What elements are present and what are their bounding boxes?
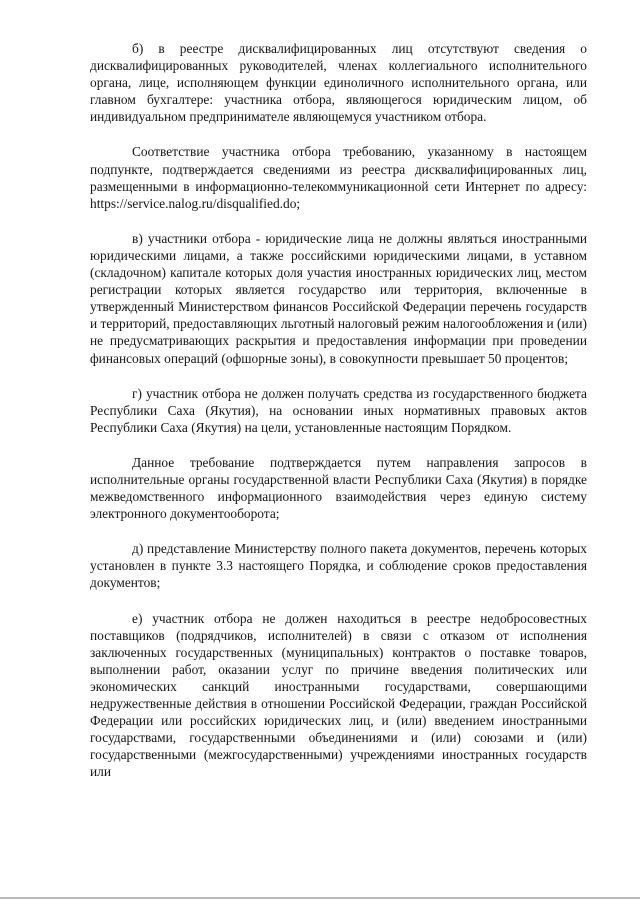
- page-bottom-edge: [0, 897, 640, 899]
- paragraph-v-foreign-entities: в) участники отбора - юридические лица не должны являться иностранными юридическими лицами, а также российскими юридическими лицами, в уставном (складочном) капитале которых доля участия иностранных юридических лиц, местом регистрации которых является государство или территория, включенные в утвержденный Министерством финансов Российской Федерации перечень государств и территорий, предоставляющих льготный налоговый режим налогообложения и (или) не предусматривающих раскрытия и предоставления информации при проведении финансовых операций (офшорные зоны), в совокупности превышает 50 процентов;: [90, 230, 587, 366]
- paragraph-g-budget-funds: г) участник отбора не должен получать средства из государственного бюджета Республики Саха (Якутия), на основании иных нормативных правовых актов Республики Саха (Якутия) на цели, установленные настоящим Порядком.: [90, 385, 587, 435]
- paragraph-e-unscrupulous-suppliers: е) участник отбора не должен находиться в реестре недобросовестных поставщиков (подрядчиков, исполнителей) в связи с отказом от исполнения заключенных государственных (муниципальных) контрактов о поставке товаров, выполнении работ, оказании услуг по причине введения политических или экономических санкций иностранными государствами, совершающими недружественные действия в отношении Российской Федерации, граждан Российской Федерации или российских юридических лиц, и (или) введением иностранными государствами, государственными объединениями и (или) союзами и (или) государственными (межгосударственными) учреждениями иностранных государств или: [90, 610, 587, 780]
- paragraph-compliance-confirmation: Соответствие участника отбора требованию, указанному в настоящем подпункте, подтверждается сведениями из реестра дисквалифицированных лиц, размещенными в информационно-телекоммуникационной сети Интернет по адресу: https://service.nalog.ru/disqualified.do;: [90, 144, 587, 211]
- document-body: [90, 40, 587, 798]
- paragraph-d-document-package: д) представление Министерству полного пакета документов, перечень которых установлен в пункте 3.3 настоящего Порядка, и соблюдение сроков предоставления документов;: [90, 541, 587, 591]
- paragraph-b-disqualified-registry: б) в реестре дисквалифицированных лиц отсутствуют сведения о дисквалифицированных руководителей, членах коллегиального исполнительного органа, лице, исполняющем функции единоличного исполнительного органа, или главном бухгалтере: участника отбора, являющегося юридическим лицом, об индивидуальном предпринимателе являющемуся участником отбора.: [90, 41, 587, 125]
- paragraph-requirement-confirmation: Данное требование подтверждается путем направления запросов в исполнительные органы государственной власти Республики Саха (Якутия) в порядке межведомственного информационного взаимодействия через единую систему электронного документооборота;: [90, 454, 587, 522]
